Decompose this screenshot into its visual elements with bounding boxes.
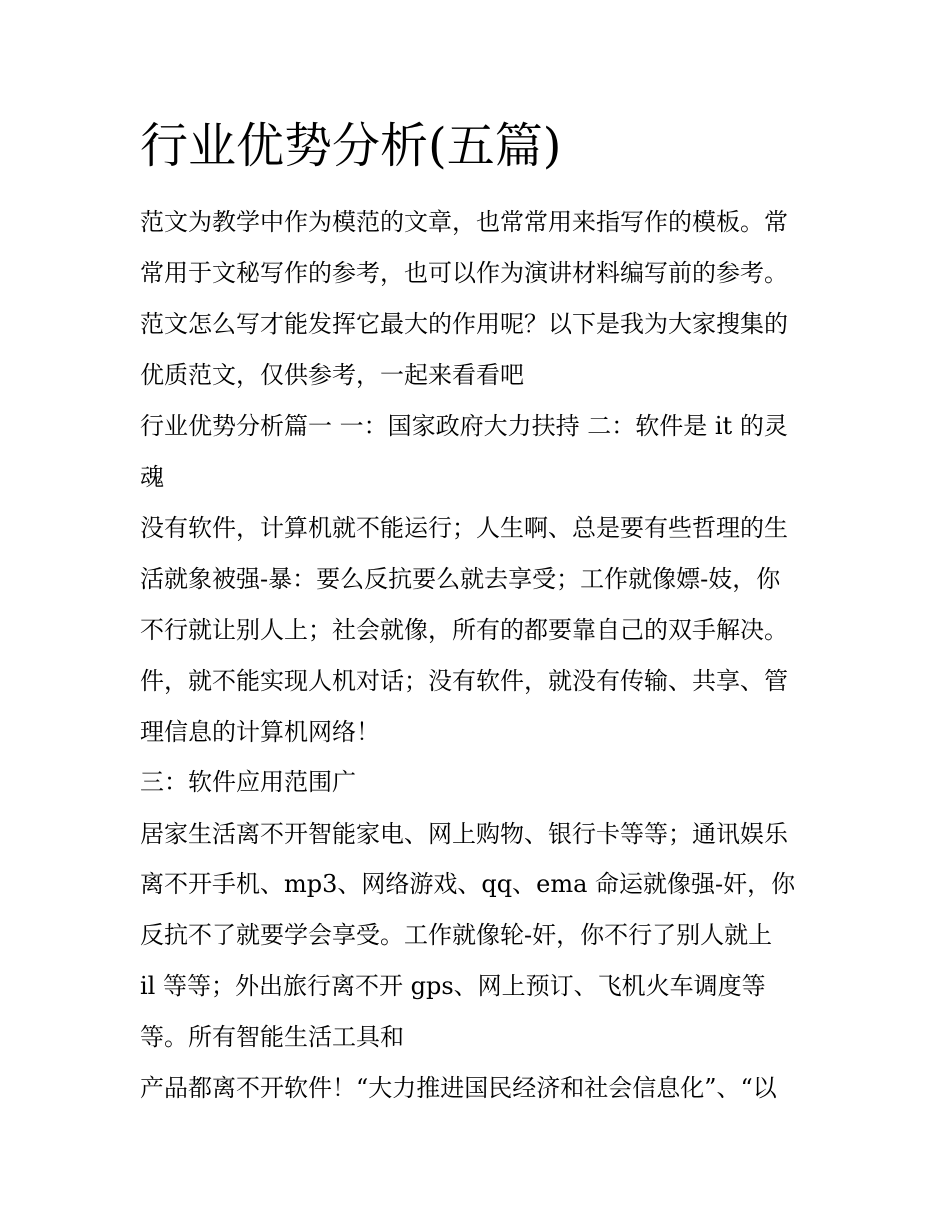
text-line: 等。所有智能生活工具和 (140, 1023, 404, 1051)
text-line: 三：软件应用范围广 (140, 768, 356, 796)
text-line: 居家生活离不开智能家电、网上购物、银行卡等等；通讯娱乐 (140, 820, 788, 848)
text-line: il 等等；外出旅行离不开 gps、网上预订、飞机火车调度等 (140, 972, 766, 1000)
text-line: 范文怎么写才能发挥它最大的作用呢？以下是我为大家搜集的 (140, 310, 788, 338)
text-line: 件，就不能实现人机对话；没有软件，就没有传输、共享、管 (140, 667, 788, 695)
text-line: 范文为教学中作为模范的文章，也常常用来指写作的模板。常 (140, 208, 788, 236)
document-title: 行业优势分析(五篇) (140, 118, 562, 174)
text-line: 理信息的计算机网络！ (140, 718, 380, 746)
text-line: 反抗不了就要学会享受。工作就像轮-奸，你不行了别人就上 (140, 921, 773, 949)
text-line: 优质范文，仅供参考，一起来看看吧 (140, 361, 524, 389)
text-line: 活就象被强-暴：要么反抗要么就去享受；工作就像嫖-妓，你 (140, 565, 781, 593)
text-line: 常用于文秘写作的参考，也可以作为演讲材料编写前的参考。 (140, 259, 788, 287)
text-line: 魂 (140, 463, 164, 491)
text-line: 没有软件，计算机就不能运行；人生啊、总是要有些哲理的生 (140, 514, 788, 542)
text-line: 离不开手机、mp3、网络游戏、qq、ema 命运就像强-奸，你 (140, 870, 796, 898)
text-line: 不行就让别人上；社会就像，所有的都要靠自己的双手解决。 (140, 616, 788, 644)
text-line: 行业优势分析篇一 一：国家政府大力扶持 二：软件是 it 的灵 (140, 412, 788, 440)
text-line: 产品都离不开软件！“大力推进国民经济和社会信息化”、“以 (140, 1074, 777, 1102)
